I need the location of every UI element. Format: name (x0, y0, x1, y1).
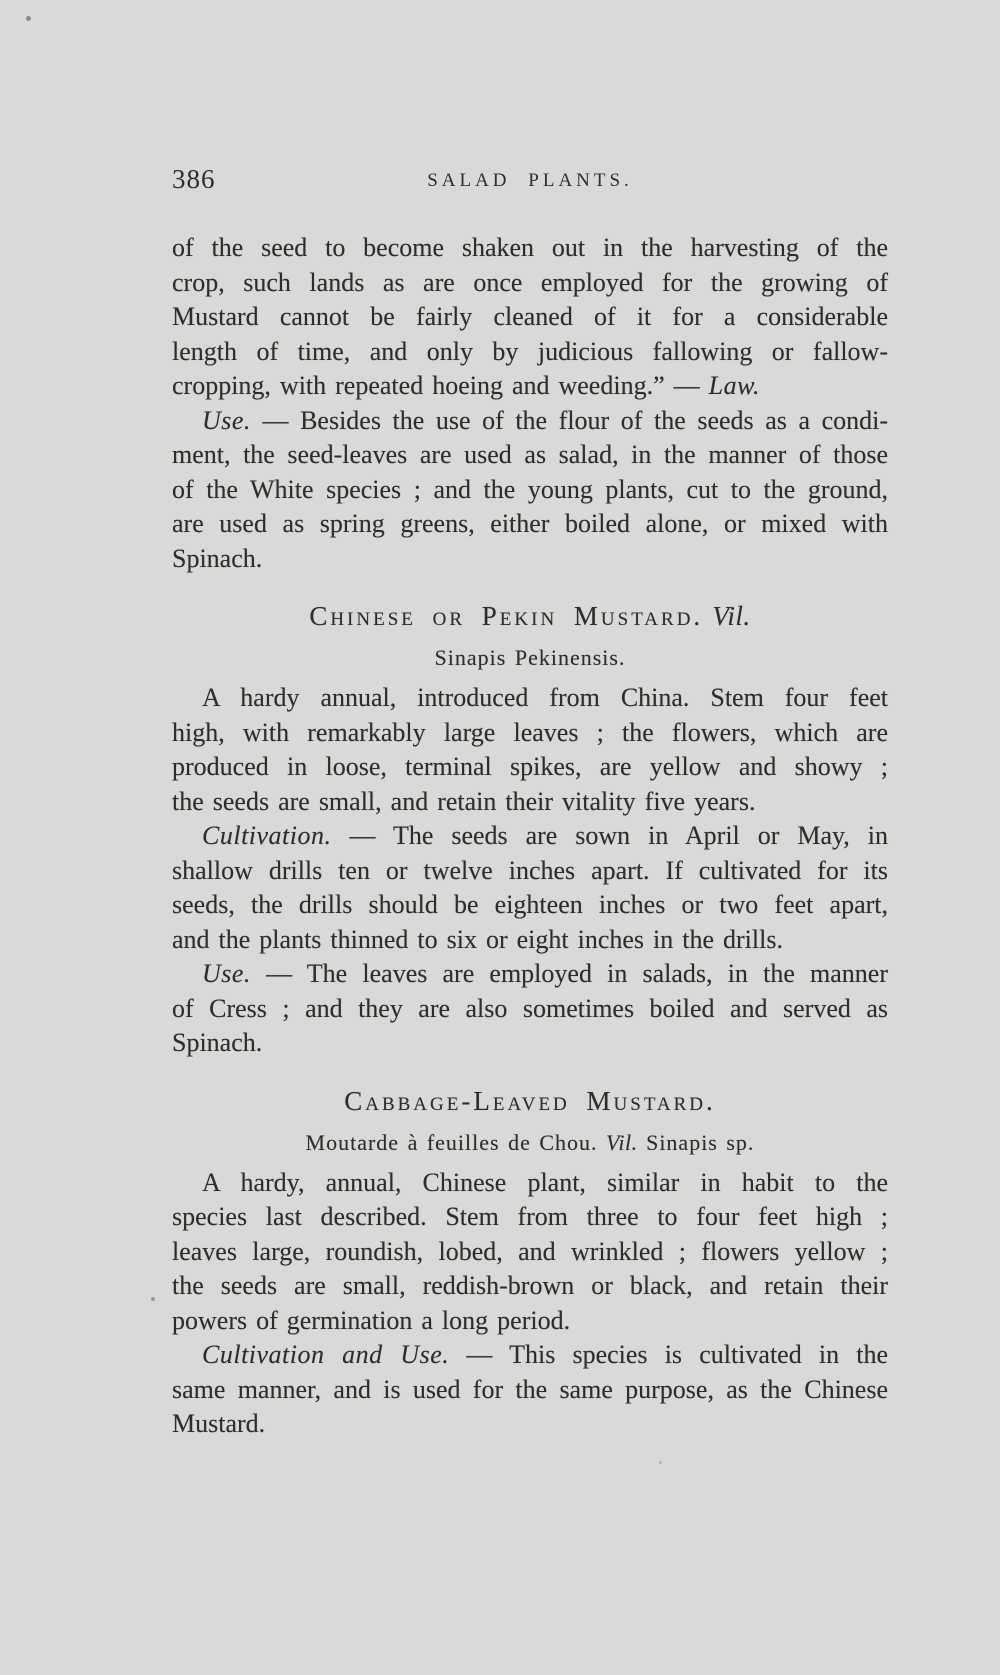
text-segment: of the White species ; and the young plants, cut to the ground, (172, 474, 888, 504)
text-line (172, 507, 888, 542)
text-line (172, 1269, 888, 1304)
text-segment: seeds, the drills should be eighteen inches or two feet apart, (172, 890, 888, 919)
paragraph (172, 957, 888, 1061)
text-line (172, 1200, 888, 1235)
text-segment: Mustard cannot be fairly cleaned of it for a considerable (172, 302, 888, 331)
text-segment: are used as spring greens, either boiled alone, or mixed with (172, 509, 888, 538)
paragraph (172, 404, 888, 577)
text-line (172, 300, 888, 335)
text-line (172, 473, 888, 508)
scan-speck (26, 16, 31, 21)
text-line (172, 888, 888, 923)
text-line (172, 1235, 888, 1270)
text-line (172, 1026, 888, 1061)
text-segment: powers of germination a long period. (172, 1305, 571, 1335)
small-caps-text: Cabbage-Leaved Mustard. (344, 1085, 716, 1116)
text-line (172, 750, 888, 785)
text-segment: A hardy, annual, Chinese plant, similar in habit to the (202, 1167, 888, 1197)
text-line (172, 785, 888, 820)
text-segment: of Cress ; and they are also sometimes boiled and served as (172, 993, 888, 1023)
text-segment: Sinapis Pekinensis. (434, 645, 626, 670)
text-segment: Spinach. (172, 1028, 263, 1057)
species-name-chinese-mustard (172, 643, 888, 673)
paragraph (172, 231, 888, 404)
text-segment: Moutarde à feuilles de Chou. (305, 1129, 607, 1155)
small-caps-text: Chinese or Pekin Mustard. (309, 601, 704, 631)
paragraph (172, 1166, 888, 1339)
text-line (172, 266, 888, 301)
text-segment: produced in loose, terminal spikes, are yellow and showy ; (172, 752, 888, 781)
text-segment: species last described. Stem from three to four feet high ; (172, 1202, 888, 1231)
text-line (172, 681, 888, 716)
text-line (172, 1407, 888, 1442)
text-line (172, 542, 888, 577)
italic-text: Vil. (606, 1129, 638, 1155)
text-line (172, 1373, 888, 1408)
italic-text: Law. (708, 371, 760, 400)
text-segment: same manner, and is used for the same purpose, as the Chinese (172, 1374, 888, 1404)
text-line (172, 335, 888, 370)
text-segment: A hardy annual, introduced from China. Stem four feet (202, 683, 888, 712)
text-segment: length of time, and only by judicious fallowing or fallow- (172, 336, 888, 366)
paragraph (172, 819, 888, 957)
text-line (172, 819, 888, 854)
paragraph (172, 1338, 888, 1442)
text-line (172, 1338, 888, 1373)
text-line (172, 992, 888, 1027)
italic-text: Cultivation and Use. (202, 1340, 450, 1369)
text-segment: — This species is cultivated in the (449, 1340, 888, 1369)
text-segment: ment, the seed-leaves are used as salad, in the manner of those (172, 440, 888, 469)
text-line (172, 854, 888, 889)
species-name-cabbage-leaved-mustard (172, 1128, 888, 1158)
text-segment: of the seed to become shaken out in the harvesting of the (172, 233, 888, 262)
italic-text: Use. (202, 405, 251, 435)
text-segment: cropping, with repeated hoeing and weeding.” — (172, 371, 709, 400)
text-segment: Mustard. (172, 1409, 266, 1438)
text-segment: — Besides the use of the flour of the seeds as a condi- (250, 405, 888, 435)
text-segment: the seeds are small, reddish-brown or black, and retain their (172, 1271, 888, 1300)
section-heading-chinese-mustard (172, 599, 888, 633)
running-title: SALAD PLANTS. (427, 170, 633, 191)
text-line (172, 369, 888, 404)
italic-text: Vil. (712, 601, 751, 631)
text-segment: the seeds are small, and retain their vitality five years. (172, 786, 756, 816)
scan-speck (151, 1297, 155, 1301)
text-segment: Sinapis sp. (637, 1129, 755, 1155)
text-line (172, 1304, 888, 1339)
italic-text: Cultivation. (202, 821, 332, 850)
text-segment: — The seeds are sown in April or May, in (331, 821, 888, 850)
text-segment: and the plants thinned to six or eight inches in the drills. (172, 924, 783, 954)
text-line (172, 1166, 888, 1201)
scan-speck (659, 1461, 662, 1464)
page-body (172, 231, 888, 1442)
text-line (172, 716, 888, 751)
paragraph (172, 681, 888, 819)
text-line (172, 438, 888, 473)
text-segment: shallow drills ten or twelve inches apart. If cultivated for its (172, 855, 888, 885)
text-line (172, 957, 888, 992)
text-segment: — The leaves are employed in salads, in the manner (250, 959, 888, 988)
text-line (172, 923, 888, 958)
text-segment: crop, such lands as are once employed for the growing of (172, 267, 888, 297)
italic-text: Use. (202, 959, 251, 988)
text-line (172, 404, 888, 439)
section-heading-cabbage-leaved-mustard (172, 1084, 888, 1118)
text-line (172, 231, 888, 266)
page-number: 386 (172, 164, 216, 194)
text-segment: Spinach. (172, 543, 263, 573)
text-segment: high, with remarkably large leaves ; the flowers, which are (172, 717, 888, 747)
running-header (172, 164, 888, 204)
text-segment: leaves large, roundish, lobed, and wrinkled ; flowers yellow ; (172, 1236, 888, 1266)
